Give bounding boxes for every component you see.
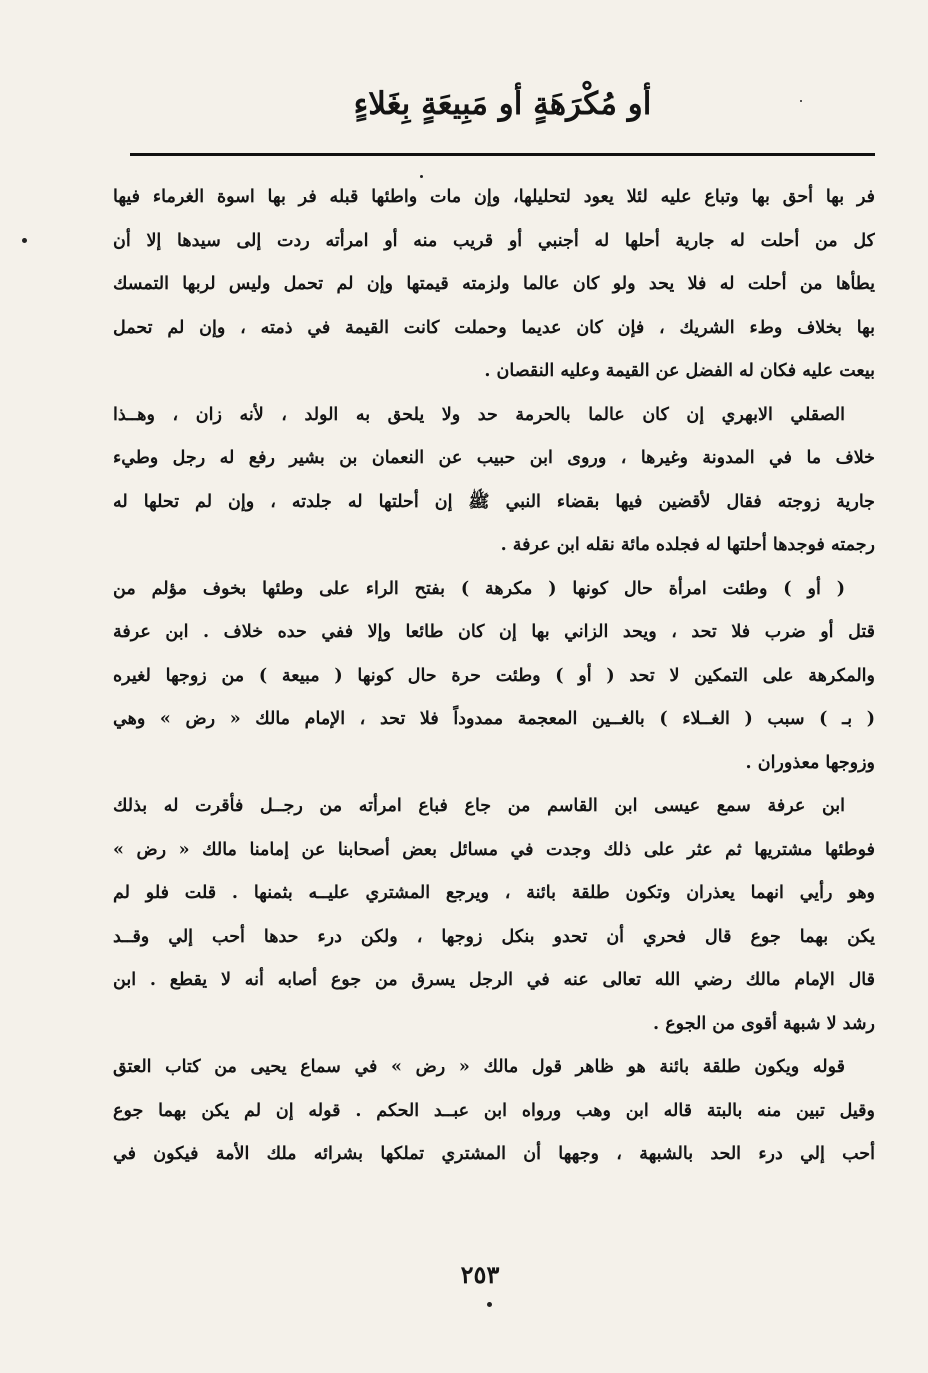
text-line: يكن بهما جوع قال فحري أن تحدو بنكل زوجها ، ولكن درء حدها أحب إلي وقــد <box>113 926 875 947</box>
text-line: بيعت عليه فكان له الفضل عن القيمة وعليه النقصان . <box>484 361 875 381</box>
text-line: قوله ويكون طلقة بائنة هو ظاهر قول مالك « رض » في سماع يحيى من كتاب العتق <box>113 1057 845 1077</box>
header-rule <box>130 153 875 156</box>
text-line: كل من أحلت له جارية أحلها له أجنبي أو قريب منه أو امرأته ردت إلى سيدها إلا أن <box>113 230 875 251</box>
body-text <box>113 176 875 1177</box>
text-line: وقيل تبين منه بالبتة قاله ابن وهب ورواه ابن عبــد الحكم . قوله إن لم يكن بهما جوع <box>113 1100 875 1121</box>
scan-speck <box>487 1302 492 1307</box>
text-line: قال الإمام مالك رضي الله تعالى عنه في الرجل يسرق من جوع أصابه أنه لا يقطع . ابن <box>113 970 875 990</box>
text-line: فر بها أحق بها وتباع عليه لئلا يعود لتحليلها، وإن مات واطئها قبله فر بها اسوة الغرماء فيها <box>113 187 875 207</box>
page-number: ٢٥٣ <box>460 1260 500 1289</box>
text-line: وهو رأيي انهما يعذران وتكون طلقة بائنة ، ويرجع المشتري عليــه بثمنها . قلت فلو لم <box>113 883 875 903</box>
text-line: يطأها من أحلت له فلا يحد ولو كان عالما ولزمته قيمتها وإن لم تحمل وليس لربها التمسك <box>113 274 875 294</box>
text-line: الصقلي الابهري إن كان عالما بالحرمة حد ولا يلحق به الولد ، لأنه زان ، وهــذا <box>113 404 845 425</box>
text-line: قتل أو ضرب فلا تحد ، ويحد الزاني بها إن كان طائعا وإلا ففي حده خلاف . ابن عرفة <box>113 622 875 642</box>
text-line: ( أو ) وطئت امرأة حال كونها ( مكرهة ) بفتح الراء على وطئها بخوف مؤلم من <box>113 578 845 599</box>
text-line: جارية زوجته فقال لأقضين فيها بقضاء النبي ﷺ إن أحلتها له جلدته ، وإن لم تحلها له <box>113 491 875 512</box>
text-line: رشد لا شبهة أقوى من الجوع . <box>653 1013 875 1034</box>
text-line: ابن عرفة سمع عيسى ابن القاسم من جاع فباع امرأته من رجــل فأقرت له بذلك <box>113 796 845 816</box>
text-line: أحب إلي درء الحد بالشبهة ، وجهها أن المشتري تملكها بشرائه ملك الأمة فيكون في <box>113 1144 875 1164</box>
text-line: وزوجها معذوران . <box>745 752 875 773</box>
page-header: أو مُكْرَهَةٍ أو مَبِيعَةٍ بِغَلاءٍ <box>353 86 652 122</box>
scan-speck <box>22 238 27 243</box>
text-line: بها بخلاف وطء الشريك ، فإن كان عديما وحملت كانت القيمة في ذمته ، وإن لم تحمل <box>113 317 875 338</box>
text-line: ( بـ ) سبب ( الغــلاء ) بالغــين المعجمة ممدوداً فلا تحد ، الإمام مالك « رض » وهي <box>113 709 875 729</box>
text-line: رجمته فوجدها أحلتها له فجلده مائة نقله ابن عرفة . <box>500 535 875 555</box>
text-line: فوطئها مشتريها ثم عثر على ذلك وجدت في مسائل بعض أصحابنا عن إمامنا مالك « رض » <box>113 839 875 860</box>
scan-speck <box>800 100 802 102</box>
scan-speck <box>420 175 423 178</box>
text-line: خلاف ما في المدونة وغيرها ، وروى ابن حبيب عن النعمان بن بشير رفع له رجل وطيء <box>113 448 875 468</box>
text-line: والمكرهة على التمكين لا تحد ( أو ) وطئت حرة حال كونها ( مبيعة ) من زوجها لغيره <box>113 665 875 686</box>
